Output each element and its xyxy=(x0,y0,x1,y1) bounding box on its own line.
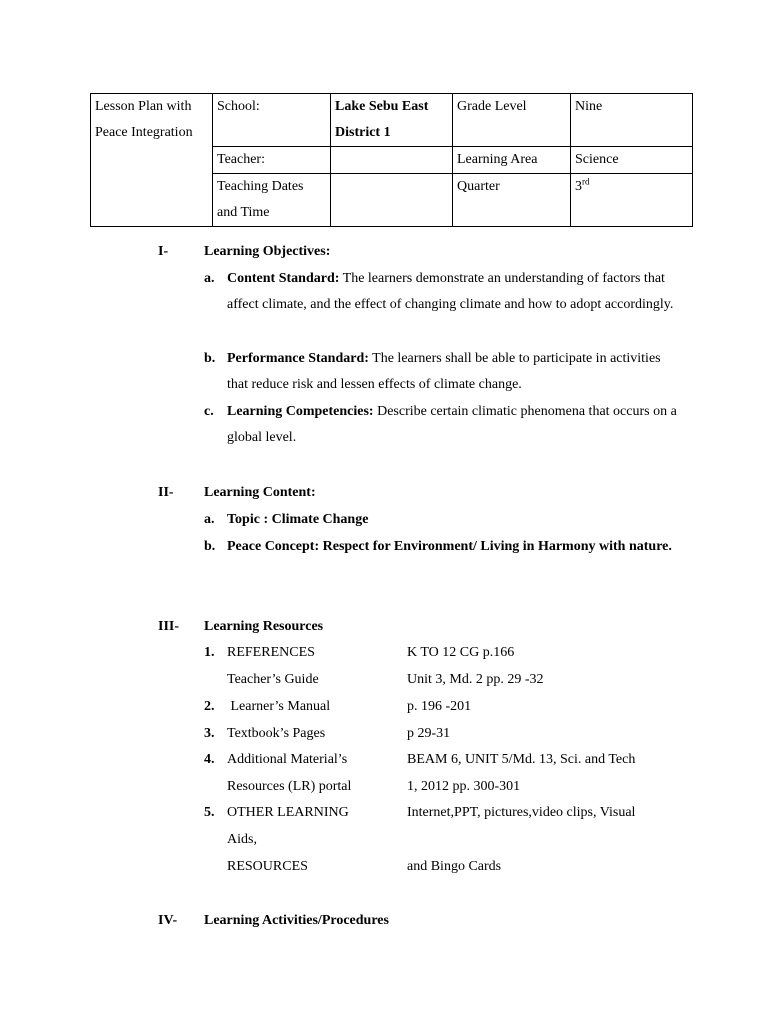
learning-area-label: Learning Area xyxy=(453,147,571,174)
lesson-plan-title-cell xyxy=(91,94,213,227)
school-value: Lake Sebu East District 1 xyxy=(331,94,453,147)
learning-area-value: Science xyxy=(571,147,693,174)
peace-concept-item: b. Peace Concept: Respect for Environment/ Living in Harmony with nature. xyxy=(204,539,672,554)
section-learning-objectives-heading: I- Learning Objectives: xyxy=(158,244,331,259)
grade-level-value: Nine xyxy=(571,94,693,147)
quarter-value: 3rd xyxy=(571,174,693,227)
section-learning-resources-heading: III- Learning Resources xyxy=(158,619,324,634)
teacher-label: Teacher: xyxy=(213,147,331,174)
teaching-dates-label: Teaching Dates and Time xyxy=(213,174,331,227)
school-label: School: xyxy=(213,94,331,147)
teacher-value xyxy=(331,147,453,174)
lesson-plan-title-line2: Peace Integration xyxy=(95,125,193,140)
lesson-plan-title-line1: Lesson Plan with xyxy=(95,99,192,114)
topic-item: a. Topic : Climate Change xyxy=(204,512,369,527)
document-page: Lesson Plan with Peace Integration School: Lake Sebu East District 1 Grade Level Nine Teacher: Learning Area Science Teaching Dates and Time Quarter 3rd I- Learning Objectives: a. Content Standard: The learners demonstrate an understanding of factors that affect climate, and the effect of changing climate and how to adopt accordingly. b. Performance Standard: The learners shall be able to participate in activities that reduce risk and lessen effects of climate change. c. Learning Competencies: Describe certain climatic phenomena that occurs on a global level. II- Learning Content: a. Topic : Climate Change b. Peace Concept: Respect for Environment/ Living in Harmony with nature. III- Learning Resources 1. REFERENCES K TO 12 CG p.166 Teacher’s Guide Unit 3, Md. 2 pp. 29 -32 2. Learner’s Manual p. 196 -201 3. Textbook’s Pages p 29-31 4. Additional Material’s BEAM 6, UNIT 5/Md. 13, Sci. and Tech Resources (LR) portal 1, 2012 pp. 300-301 5. OTHER LEARNING Internet,PPT, pictures,video clips, Visual Aids, RESOURCES and Bingo Cards IV- Learning Activities/Procedures xyxy=(0,0,768,1024)
quarter-label: Quarter xyxy=(453,174,571,227)
content-standard-item: a. Content Standard: The learners demonstrate an understanding of factors that affect climate, and the effect of changing climate and how to adopt accordingly. xyxy=(204,271,674,312)
learning-competencies-item: c. Learning Competencies: Describe certain climatic phenomena that occurs on a global level. xyxy=(204,404,677,445)
performance-standard-item: b. Performance Standard: The learners shall be able to participate in activities that reduce risk and lessen effects of climate change. xyxy=(204,351,661,392)
grade-level-label: Grade Level xyxy=(453,94,571,147)
teaching-dates-value xyxy=(331,174,453,227)
section-learning-content-heading: II- Learning Content: xyxy=(158,485,316,500)
lesson-header-table xyxy=(90,93,693,227)
section-learning-activities-heading: IV- Learning Activities/Procedures xyxy=(158,913,389,928)
